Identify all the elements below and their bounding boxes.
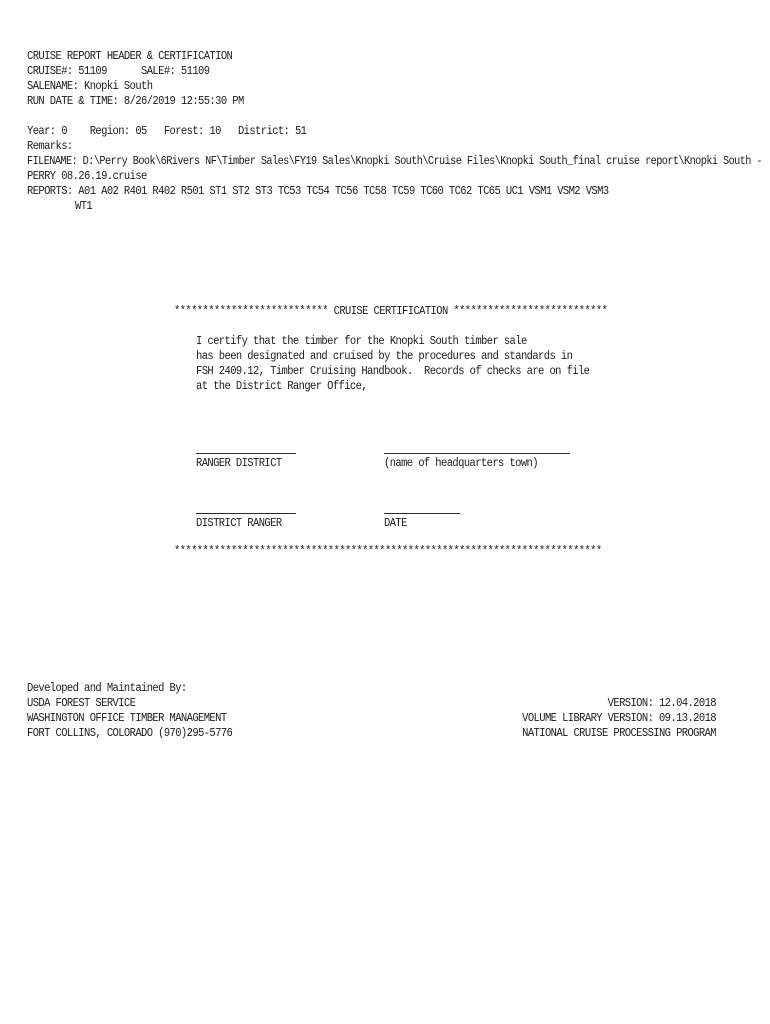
hq-town-signature-line xyxy=(384,453,570,454)
certification-banner: *************************** CRUISE CERTIFICATION *************************** xyxy=(174,305,608,319)
sale-name: SALENAME: Knopki South xyxy=(27,80,153,94)
developed-by-label: Developed and Maintained By: xyxy=(27,682,187,696)
certification-text-2: has been designated and cruised by the procedures and standards in xyxy=(196,350,573,364)
certification-text-3: FSH 2409.12, Timber Cruising Handbook. Records of checks are on file xyxy=(196,365,590,379)
ranger-district-signature-line xyxy=(196,453,296,454)
certification-text-4: at the District Ranger Office, xyxy=(196,380,368,394)
report-title: CRUISE REPORT HEADER & CERTIFICATION xyxy=(27,50,233,64)
reports-line-2: WT1 xyxy=(75,200,93,214)
program-name: NATIONAL CRUISE PROCESSING PROGRAM xyxy=(522,727,716,741)
year-region-forest-district: Year: 0 Region: 05 Forest: 10 District: 51 xyxy=(27,125,307,139)
district-ranger-label: DISTRICT RANGER xyxy=(196,517,282,531)
date-label: DATE xyxy=(384,517,407,531)
certification-footer-stars: *************************************************************************** xyxy=(174,545,602,559)
version-info: VERSION: 12.04.2018 xyxy=(607,697,716,711)
org-name: USDA FOREST SERVICE xyxy=(27,697,136,711)
org-office: WASHINGTON OFFICE TIMBER MANAGEMENT xyxy=(27,712,227,726)
ranger-district-label: RANGER DISTRICT xyxy=(196,457,282,471)
district-ranger-signature-line xyxy=(196,513,296,514)
filename-line-1: FILENAME: D:\Perry Book\6Rivers NF\Timber Sales\FY19 Sales\Knopki South\Cruise Files\Knopki South_final cruise report\Knopki South - xyxy=(27,155,763,169)
filename-line-2: PERRY 08.26.19.cruise xyxy=(27,170,147,184)
volume-library-version: VOLUME LIBRARY VERSION: 09.13.2018 xyxy=(522,712,716,726)
hq-town-label: (name of headquarters town) xyxy=(384,457,538,471)
cruise-sale-number: CRUISE#: 51109 SALE#: 51109 xyxy=(27,65,210,79)
remarks-label: Remarks: xyxy=(27,140,73,154)
certification-text-1: I certify that the timber for the Knopki South timber sale xyxy=(196,335,527,349)
run-date-time: RUN DATE & TIME: 8/26/2019 12:55:30 PM xyxy=(27,95,244,109)
date-signature-line xyxy=(384,513,460,514)
org-address-phone: FORT COLLINS, COLORADO (970)295-5776 xyxy=(27,727,233,741)
reports-line-1: REPORTS: A01 A02 R401 R402 R501 ST1 ST2 ST3 TC53 TC54 TC56 TC58 TC59 TC60 TC62 TC65 UC1 VSM1 VSM2 VSM3 xyxy=(27,185,609,199)
